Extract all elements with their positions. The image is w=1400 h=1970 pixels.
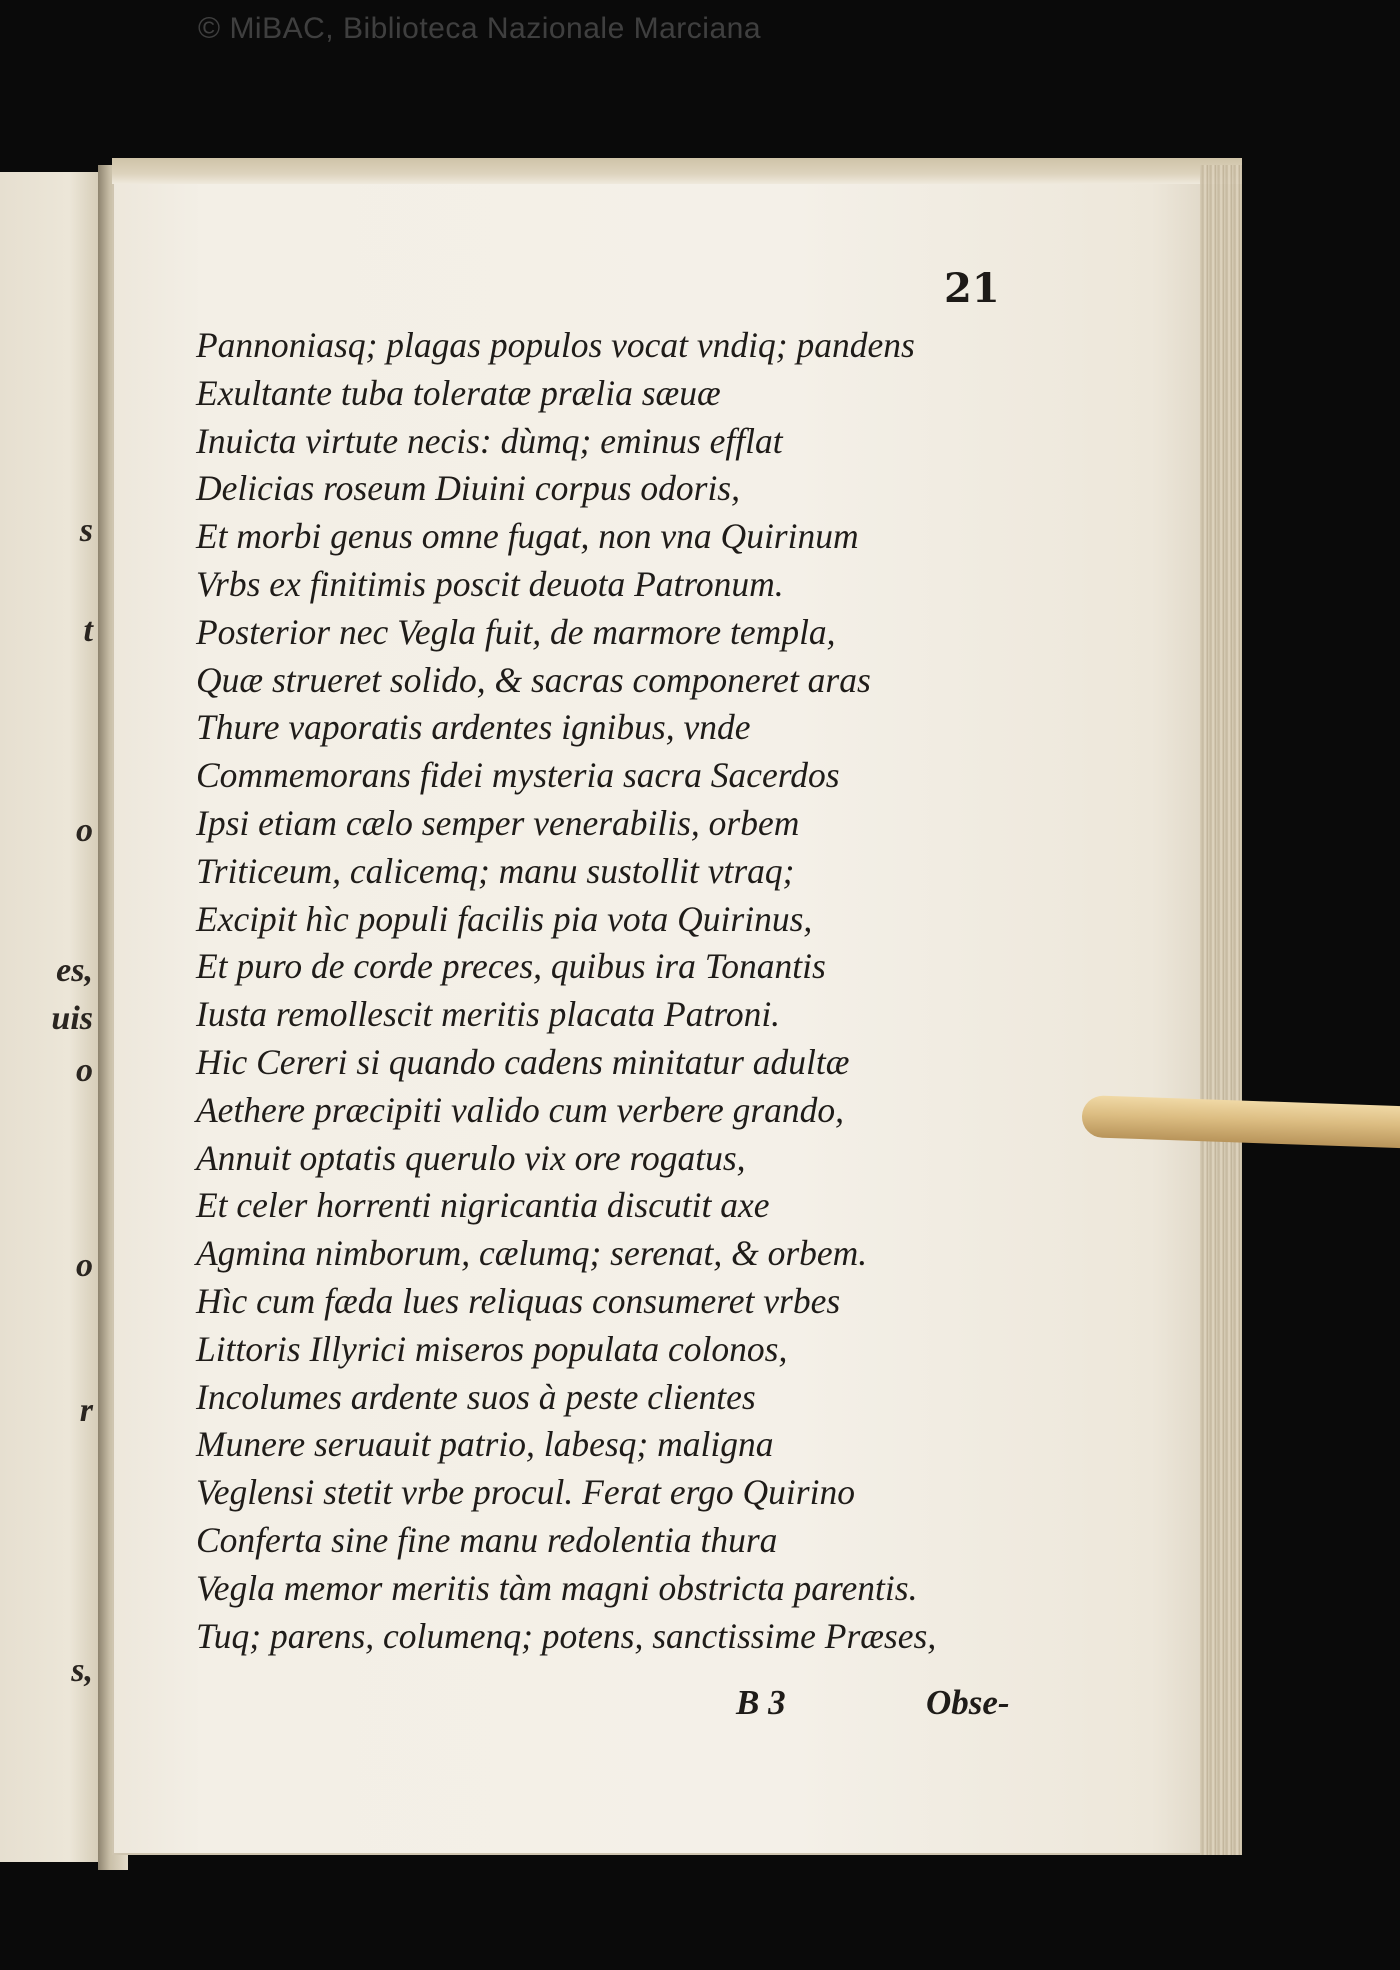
- text-line: Tuq; parens, columenq; potens, sanctissime Præses,: [196, 1615, 937, 1656]
- text-line: Pannoniasq; plagas populos vocat vndiq; pandens: [196, 325, 915, 365]
- text-line: Veglensi stetit vrbe procul. Ferat ergo Quirino: [196, 1472, 855, 1513]
- text-line: Hìc cum fæda lues reliquas consumeret vrbes: [196, 1280, 841, 1321]
- text-line: Vegla memor meritis tàm magni obstricta parentis.: [196, 1567, 918, 1608]
- text-line: Posterior nec Vegla fuit, de marmore templa,: [196, 611, 836, 652]
- left-page-fragment: uis: [51, 1000, 93, 1037]
- text-line: Vrbs ex finitimis poscit deuota Patronum.: [196, 563, 784, 604]
- poem-text: [196, 322, 1076, 1660]
- text-line: Iusta remollescit meritis placata Patroni.: [196, 994, 781, 1035]
- text-line: Littoris Illyrici miseros populata colonos,: [196, 1328, 788, 1369]
- left-page-fragment: r: [79, 1392, 93, 1429]
- text-line: Inuicta virtute necis: dùmq; eminus efflat: [196, 420, 783, 461]
- page-number: 21: [944, 265, 1000, 312]
- catchword: Obse-: [926, 1683, 1010, 1722]
- text-line: Exultante tuba toleratæ prælia sæuæ: [196, 372, 721, 413]
- previous-page-edge: [0, 172, 102, 1862]
- text-line: Ipsi etiam cælo semper venerabilis, orbem: [196, 802, 800, 843]
- text-line: Hic Cereri si quando cadens minitatur adultæ: [196, 1041, 850, 1082]
- page-fore-edge: [1200, 165, 1242, 1855]
- text-line: Aethere præcipiti valido cum verbere grando,: [196, 1089, 845, 1130]
- text-line: Excipit hìc populi facilis pia vota Quirinus,: [196, 898, 813, 939]
- left-page-fragment: s,: [71, 1652, 93, 1689]
- left-page-fragment: es,: [56, 952, 93, 989]
- text-line: Conferta sine fine manu redolentia thura: [196, 1519, 778, 1560]
- text-line: Et morbi genus omne fugat, non vna Quirinum: [196, 516, 859, 557]
- text-line: Agmina nimborum, cælumq; serenat, & orbem.: [196, 1233, 868, 1274]
- text-line: Triticeum, calicemq; manu sustollit vtraq;: [196, 850, 795, 891]
- left-page-fragment: o: [76, 1247, 93, 1284]
- text-line: Thure vaporatis ardentes ignibus, vnde: [196, 707, 751, 748]
- text-line: Incolumes ardente suos à peste clientes: [196, 1376, 756, 1417]
- signature-mark: B 3: [736, 1683, 786, 1722]
- text-line: Annuit optatis querulo vix ore rogatus,: [196, 1137, 746, 1178]
- left-page-fragment: o: [76, 812, 93, 849]
- left-page-fragment: t: [83, 612, 93, 649]
- text-line: Delicias roseum Diuini corpus odoris,: [196, 468, 740, 509]
- text-line: Quæ strueret solido, & sacras componeret aras: [196, 659, 871, 700]
- left-page-fragment: s: [79, 512, 93, 549]
- text-line: Commemorans fidei mysteria sacra Sacerdos: [196, 755, 840, 796]
- text-line: Et celer horrenti nigricantia discutit axe: [196, 1185, 770, 1226]
- text-line: Et puro de corde preces, quibus ira Tonantis: [196, 946, 826, 987]
- page-top-edge: [112, 158, 1242, 184]
- text-line: Munere seruauit patrio, labesq; maligna: [196, 1424, 774, 1465]
- left-page-fragment: o: [76, 1052, 93, 1089]
- watermark: © MiBAC, Biblioteca Nazionale Marciana: [198, 12, 761, 45]
